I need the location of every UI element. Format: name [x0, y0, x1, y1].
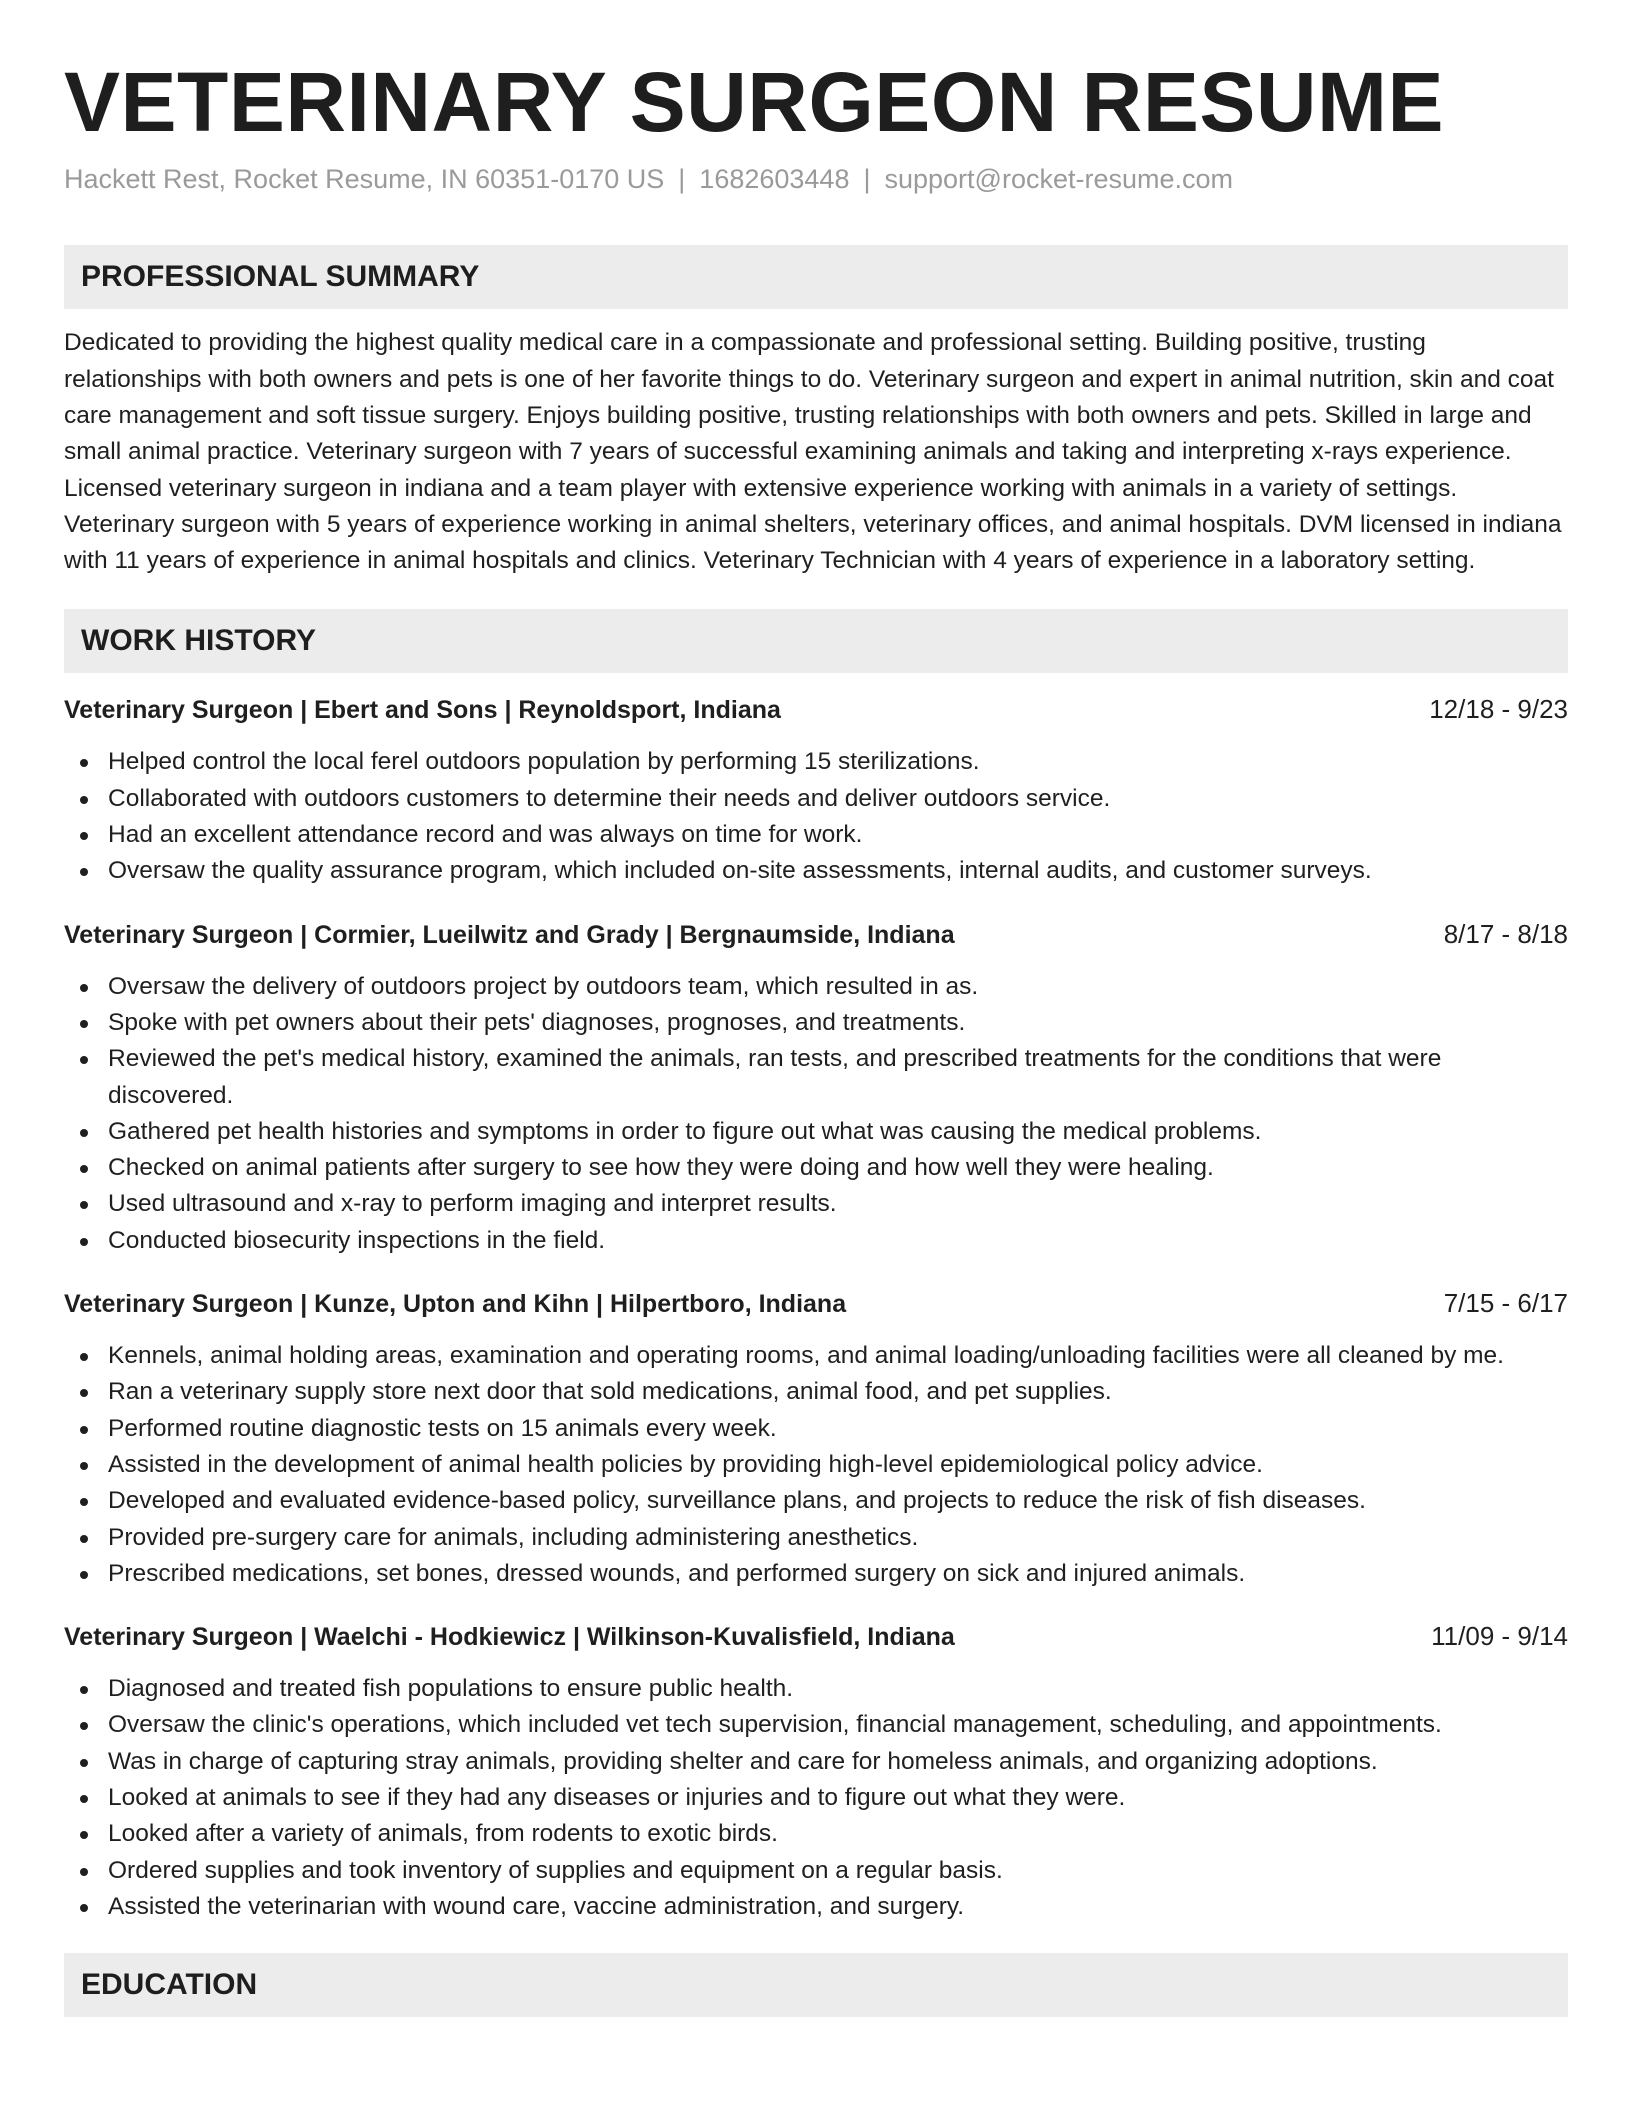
job-bullet-list: [64, 1338, 1568, 1592]
job-bullet: Ran a veterinary supply store next door that sold medications, animal food, and pet supplies.: [64, 1374, 1568, 1410]
job-bullet: Looked at animals to see if they had any diseases or injuries and to figure out what they were.: [64, 1780, 1568, 1816]
job-bullet: Gathered pet health histories and symptoms in order to figure out what was causing the medical problems.: [64, 1114, 1568, 1150]
job-entry: [64, 691, 1568, 889]
job-bullet: Developed and evaluated evidence-based policy, surveillance plans, and projects to reduce the risk of fish diseases.: [64, 1483, 1568, 1519]
contact-address: Hackett Rest, Rocket Resume, IN 60351-0170 US: [64, 164, 665, 195]
job-dates: 12/18 - 9/23: [1429, 694, 1568, 725]
contact-separator: |: [678, 164, 686, 195]
job-bullet: Used ultrasound and x-ray to perform imaging and interpret results.: [64, 1186, 1568, 1222]
job-dates: 8/17 - 8/18: [1443, 918, 1568, 949]
job-header: [64, 691, 1568, 728]
job-entry: [64, 1285, 1568, 1592]
job-bullet: Reviewed the pet's medical history, examined the animals, ran tests, and prescribed treatments for the conditions that were discovered.: [64, 1041, 1568, 1114]
job-bullet: Had an excellent attendance record and was always on time for work.: [64, 817, 1568, 853]
job-bullet: Looked after a variety of animals, from rodents to exotic birds.: [64, 1816, 1568, 1852]
contact-line: [64, 164, 1568, 195]
job-dates: 7/15 - 6/17: [1443, 1288, 1568, 1319]
job-title: Veterinary Surgeon | Ebert and Sons | Reynoldsport, Indiana: [64, 696, 781, 725]
job-bullet: Assisted in the development of animal health policies by providing high-level epidemiological policy advice.: [64, 1447, 1568, 1483]
contact-email: support@rocket-resume.com: [884, 164, 1234, 195]
job-title: Veterinary Surgeon | Kunze, Upton and Kihn | Hilpertboro, Indiana: [64, 1290, 847, 1319]
contact-phone: 1682603448: [699, 164, 850, 195]
job-bullet-list: [64, 744, 1568, 889]
job-bullet: Conducted biosecurity inspections in the field.: [64, 1223, 1568, 1259]
job-header: [64, 916, 1568, 953]
job-bullet: Oversaw the clinic's operations, which included vet tech supervision, financial management, scheduling, and appointments.: [64, 1707, 1568, 1743]
job-bullet: Assisted the veterinarian with wound care, vaccine administration, and surgery.: [64, 1889, 1568, 1925]
job-bullet: Ordered supplies and took inventory of supplies and equipment on a regular basis.: [64, 1853, 1568, 1889]
job-bullet: Oversaw the quality assurance program, which included on-site assessments, internal audits, and customer surveys.: [64, 853, 1568, 889]
job-bullet: Collaborated with outdoors customers to determine their needs and deliver outdoors service.: [64, 781, 1568, 817]
job-header: [64, 1618, 1568, 1655]
job-entry: [64, 916, 1568, 1259]
job-title: Veterinary Surgeon | Waelchi - Hodkiewicz | Wilkinson-Kuvalisfield, Indiana: [64, 1623, 955, 1652]
job-entry: [64, 1618, 1568, 1925]
job-bullet: Performed routine diagnostic tests on 15 animals every week.: [64, 1411, 1568, 1447]
job-bullet-list: [64, 1671, 1568, 1925]
job-bullet: Prescribed medications, set bones, dressed wounds, and performed surgery on sick and injured animals.: [64, 1556, 1568, 1592]
job-bullet: Kennels, animal holding areas, examination and operating rooms, and animal loading/unloading facilities were all cleaned by me.: [64, 1338, 1568, 1374]
job-bullet: Was in charge of capturing stray animals, providing shelter and care for homeless animals, and organizing adoptions.: [64, 1744, 1568, 1780]
work-history-list: [64, 691, 1568, 1925]
job-header: [64, 1285, 1568, 1322]
contact-separator: |: [863, 164, 871, 195]
work-history-heading: WORK HISTORY: [64, 609, 1568, 673]
resume-title: VETERINARY SURGEON RESUME: [64, 55, 1445, 149]
job-title: Veterinary Surgeon | Cormier, Lueilwitz and Grady | Bergnaumside, Indiana: [64, 920, 955, 949]
job-bullet: Spoke with pet owners about their pets' diagnoses, prognoses, and treatments.: [64, 1005, 1568, 1041]
professional-summary-text: Dedicated to providing the highest quality medical care in a compassionate and professional setting. Building positive, trusting relationships with both owners and pets is one of her favorite things to do. Veterinary surgeon and expert in animal nutrition, skin and coat care management and soft tissue surgery. Enjoys building positive, trusting relationships with both owners and pets. Skilled in large and small animal practice. Veterinary surgeon with 7 years of successful examining animals and taking and interpreting x-rays experience. Licensed veterinary surgeon in indiana and a team player with extensive experience working with animals in a variety of settings. Veterinary surgeon with 5 years of experience working in animal shelters, veterinary offices, and animal hospitals. DVM licensed in indiana with 11 years of experience in animal hospitals and clinics. Veterinary Technician with 4 years of experience in a laboratory setting.: [64, 329, 1562, 575]
job-bullet: Provided pre-surgery care for animals, including administering anesthetics.: [64, 1520, 1568, 1556]
job-bullet: Checked on animal patients after surgery to see how they were doing and how well they were healing.: [64, 1150, 1568, 1186]
job-bullet: Diagnosed and treated fish populations to ensure public health.: [64, 1671, 1568, 1707]
job-dates: 11/09 - 9/14: [1431, 1621, 1568, 1652]
job-bullet-list: [64, 969, 1568, 1259]
professional-summary-heading: PROFESSIONAL SUMMARY: [64, 245, 1568, 309]
job-bullet: Oversaw the delivery of outdoors project by outdoors team, which resulted in as.: [64, 969, 1568, 1005]
job-bullet: Helped control the local ferel outdoors population by performing 15 sterilizations.: [64, 744, 1568, 780]
education-heading: EDUCATION: [64, 1953, 1568, 2017]
